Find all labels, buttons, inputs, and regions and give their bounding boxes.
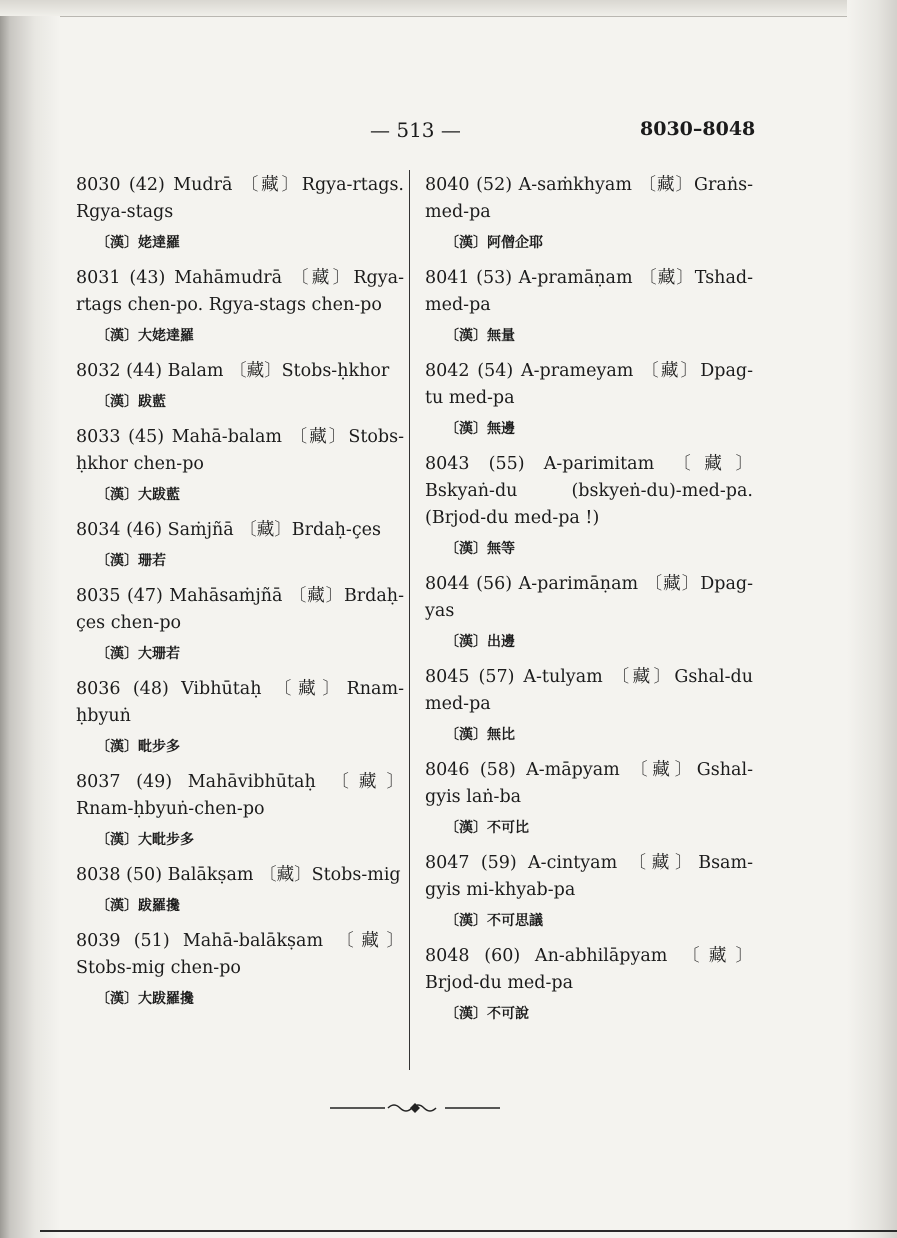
closing-ornament [330,1098,500,1118]
entry-text: 8031 (43) Mahāmudrā 〔藏〕Rgya-rtags chen-po. Rgya-stags chen-po [76,268,404,315]
entry-text: 8046 (58) A-māpyam 〔藏〕Gshal-gyis laṅ-ba [425,760,753,807]
entry-text: 8032 (44) Balam 〔藏〕Stobs-ḥkhor [76,361,390,381]
entry [76,172,404,255]
entry [425,265,753,348]
entry [425,757,753,840]
entry-text: 8037 (49) Mahāvibhūtaḥ 〔藏〕Rnam-ḥbyuṅ-chen-po [76,772,404,819]
scan-binding-shadow [0,16,60,1238]
right-column [425,172,753,1036]
entry [76,862,404,918]
entry-text: 8034 (46) Saṁjñā 〔藏〕Brdaḥ-çes [76,520,381,540]
scan-right-edge [847,0,897,1238]
chinese-equivalent: 〔漢〕毗步多 [96,739,180,755]
chinese-equivalent: 〔漢〕珊若 [96,553,166,569]
chinese-equivalent: 〔漢〕阿僧企耶 [445,235,543,251]
chinese-equivalent: 〔漢〕大跋藍 [96,487,180,503]
chinese-equivalent: 〔漢〕無量 [445,328,515,344]
chinese-equivalent: 〔漢〕大跋羅攙 [96,991,194,1007]
entry [76,676,404,759]
chinese-equivalent: 〔漢〕無等 [445,541,515,557]
entry-text: 8044 (56) A-parimāṇam 〔藏〕Dpag-yas [425,574,753,621]
chinese-equivalent: 〔漢〕跋藍 [96,394,166,410]
scan-top-edge [0,0,897,17]
chinese-equivalent: 〔漢〕出邊 [445,634,515,650]
entry [76,358,404,414]
entry-text: 8038 (50) Balākṣam 〔藏〕Stobs-mig [76,865,401,885]
chinese-equivalent: 〔漢〕姥達羅 [96,235,180,251]
entry [425,451,753,561]
entry [76,583,404,666]
entry [425,358,753,441]
entry-text: 8030 (42) Mudrā 〔藏〕Rgya-rtags. Rgya-stags [76,175,404,222]
entry [425,943,753,1026]
entry-text: 8040 (52) A-saṁkhyam 〔藏〕Graṅs-med-pa [425,175,753,222]
entry [76,424,404,507]
entry-range: 8030–8048 [640,118,756,140]
chinese-equivalent: 〔漢〕大姥達羅 [96,328,194,344]
entry [425,850,753,933]
entry [76,517,404,573]
chinese-equivalent: 〔漢〕不可說 [445,1006,529,1022]
chinese-equivalent: 〔漢〕不可思議 [445,913,543,929]
entry [425,172,753,255]
entry-text: 8045 (57) A-tulyam 〔藏〕Gshal-du med-pa [425,667,753,714]
left-column [76,172,404,1021]
column-divider [409,170,410,1070]
scan-bottom-edge [40,1230,897,1232]
entry-text: 8047 (59) A-cintyam 〔藏〕Bsam-gyis mi-khyab-pa [425,853,753,900]
entry-text: 8039 (51) Mahā-balākṣam 〔藏〕Stobs-mig chen-po [76,931,404,978]
chinese-equivalent: 〔漢〕大珊若 [96,646,180,662]
entry-text: 8043 (55) A-parimitam 〔藏〕Bskyaṅ-du (bskyeṅ-du)-med-pa. (Brjod-du med-pa !) [425,454,753,528]
entry [425,571,753,654]
entry-text: 8033 (45) Mahā-balam 〔藏〕Stobs-ḥkhor chen-po [76,427,404,474]
entry [425,664,753,747]
entry [76,265,404,348]
entry [76,928,404,1011]
chinese-equivalent: 〔漢〕大毗步多 [96,832,194,848]
chinese-equivalent: 〔漢〕無邊 [445,421,515,437]
page-number: — 513 — [370,118,461,142]
entry-text: 8035 (47) Mahāsaṁjñā 〔藏〕Brdaḥ-çes chen-po [76,586,404,633]
entry-text: 8048 (60) An-abhilāpyam 〔藏〕Brjod-du med-pa [425,946,753,993]
chinese-equivalent: 〔漢〕不可比 [445,820,529,836]
entry-text: 8042 (54) A-prameyam 〔藏〕Dpag-tu med-pa [425,361,753,408]
chinese-equivalent: 〔漢〕無比 [445,727,515,743]
entry-text: 8036 (48) Vibhūtaḥ 〔藏〕Rnam-ḥbyuṅ [76,679,404,726]
chinese-equivalent: 〔漢〕跋羅攙 [96,898,180,914]
entry-text: 8041 (53) A-pramāṇam 〔藏〕Tshad-med-pa [425,268,753,315]
entry [76,769,404,852]
